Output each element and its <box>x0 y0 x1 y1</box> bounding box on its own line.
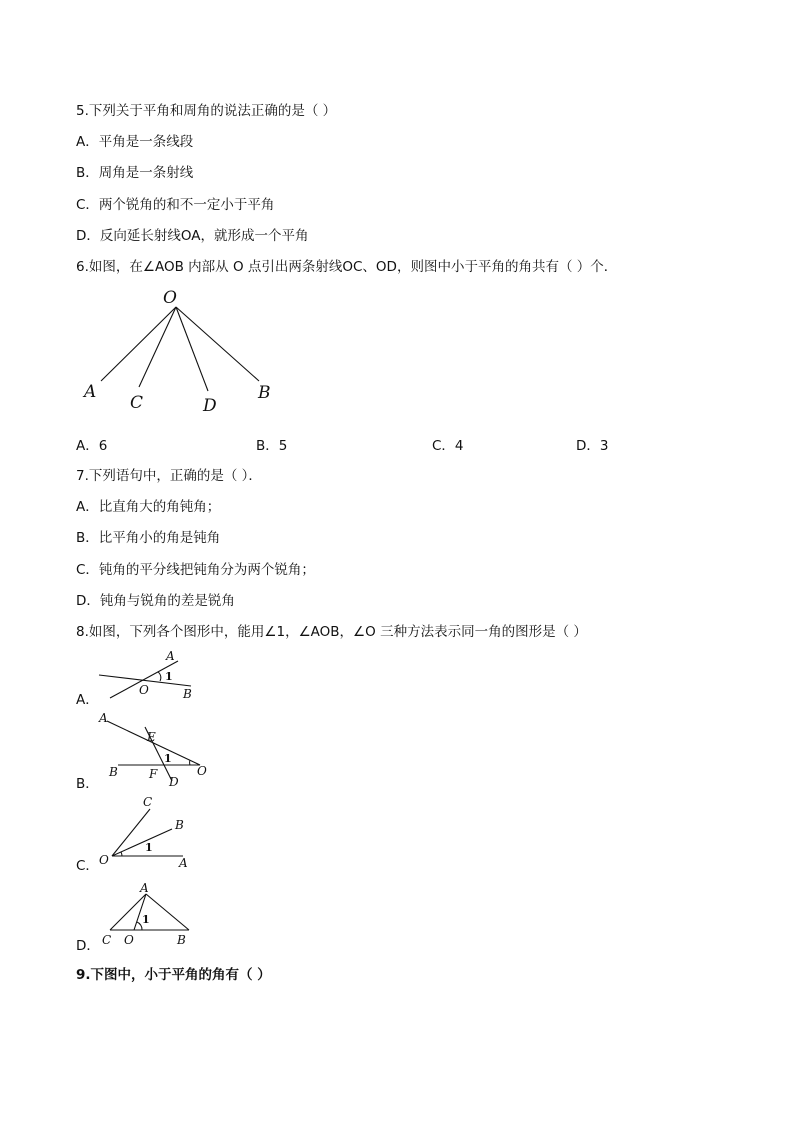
svg-text:O: O <box>124 933 134 947</box>
label-o: O <box>163 288 177 308</box>
svg-text:1: 1 <box>165 670 173 683</box>
svg-text:O: O <box>99 853 109 867</box>
q8-option-b-letter: B． <box>76 776 99 792</box>
svg-text:E: E <box>147 730 156 744</box>
q7-stem: 7.下列语句中，正确的是（ ）． <box>76 468 262 484</box>
svg-text:1: 1 <box>142 913 150 926</box>
svg-text:O: O <box>197 764 207 778</box>
q8-option-d-letter: D． <box>76 938 100 954</box>
svg-text:C: C <box>102 933 112 947</box>
svg-text:1: 1 <box>164 752 172 765</box>
q5-option-b: B．周角是一条射线 <box>76 165 194 181</box>
svg-text:B: B <box>175 818 184 832</box>
svg-text:B: B <box>109 765 118 779</box>
q5-option-c: C．两个锐角的和不一定小于平角 <box>76 197 275 213</box>
q6-option-d: D．3 <box>576 438 609 454</box>
svg-text:B: B <box>183 687 192 701</box>
svg-text:A: A <box>140 881 149 895</box>
svg-text:O: O <box>139 683 149 697</box>
q6-option-c: C．4 <box>432 438 464 454</box>
q5-option-d: D．反向延长射线OA，就形成一个平角 <box>76 228 309 244</box>
q7-option-a: A．比直角大的角钝角； <box>76 499 221 515</box>
svg-text:C: C <box>143 795 153 809</box>
q8-stem: 8.如图，下列各个图形中，能用∠1，∠AOB，∠O 三种方法表示同一角的图形是（ ） <box>76 624 587 640</box>
svg-text:D: D <box>169 775 179 789</box>
q9-stem <box>76 966 271 984</box>
label-b: B <box>258 383 271 403</box>
svg-text:A: A <box>179 856 188 870</box>
label-d: D <box>203 396 217 416</box>
q7-option-b: B．比平角小的角是钝角 <box>76 530 221 546</box>
q6-stem: 6.如图，在∠AOB 内部从 O 点引出两条射线OC、OD，则图中小于平角的角共有（ ）个． <box>76 259 618 275</box>
q6-option-a: A．6 <box>76 438 108 454</box>
svg-text:A: A <box>99 711 108 725</box>
q7-option-d: D．钝角与锐角的差是锐角 <box>76 593 235 609</box>
svg-text:1: 1 <box>145 841 153 854</box>
q8-option-a-letter: A． <box>76 692 99 708</box>
q5-option-a: A．平角是一条线段 <box>76 134 194 150</box>
svg-text:B: B <box>177 933 186 947</box>
svg-text:A: A <box>166 649 175 663</box>
q6-option-b: B．5 <box>256 438 288 454</box>
q7-option-c: C．钝角的平分线把钝角分为两个锐角； <box>76 562 315 578</box>
q8-option-c-letter: C． <box>76 858 99 874</box>
q9-stem-text: 9.下图中，小于平角的角有（ ） <box>76 967 271 983</box>
label-c: C <box>130 393 144 413</box>
svg-text:F: F <box>149 767 158 781</box>
label-a: A <box>84 382 97 402</box>
q5-stem: 5.下列关于平角和周角的说法正确的是（ ） <box>76 103 337 119</box>
